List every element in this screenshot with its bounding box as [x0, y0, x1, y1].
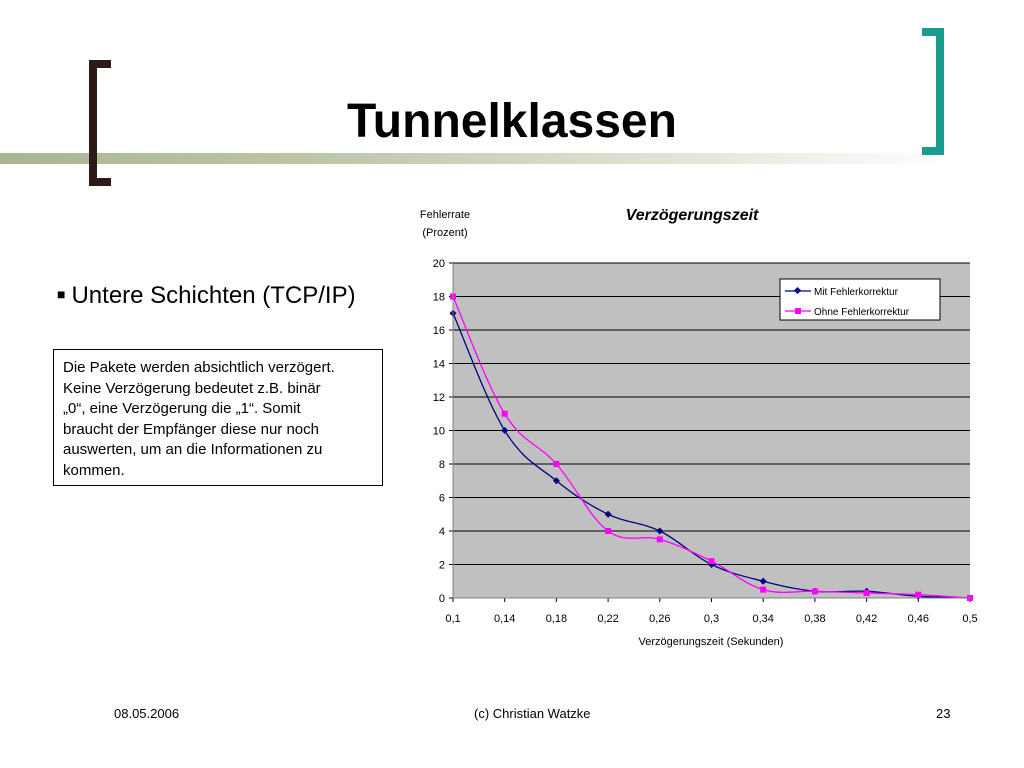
- data-point-ohne: [915, 592, 921, 598]
- y-tick-label: 12: [432, 392, 445, 404]
- slide-title: Tunnelklassen: [347, 95, 677, 148]
- y-axis-label-line1: Fehlerrate: [419, 209, 471, 221]
- y-tick-label: 20: [432, 258, 445, 270]
- error-rate-chart: [400, 198, 990, 658]
- note-line: kommen.: [63, 461, 125, 479]
- x-tick-label: 0,22: [597, 613, 619, 625]
- x-tick-label: 0,1: [445, 613, 461, 625]
- bullet-point: [57, 280, 356, 310]
- x-tick-label: 0,46: [907, 613, 930, 625]
- title-decoration-bar: [0, 153, 950, 164]
- data-point-ohne: [864, 590, 870, 596]
- y-tick-label: 2: [438, 559, 445, 572]
- y-axis-ticks: [433, 258, 453, 605]
- x-axis-label: Verzögerungszeit (Sekunden): [638, 636, 784, 648]
- data-point-ohne: [502, 411, 508, 417]
- bullet-text: Untere Schichten (TCP/IP): [71, 282, 356, 309]
- note-line: „0“, eine Verzögerung die „1“. Somit: [63, 400, 301, 417]
- footer-date: 08.05.2006: [114, 706, 180, 721]
- x-tick-label: 0,5: [962, 613, 978, 625]
- note-line: auswerten, um an die Informationen zu: [63, 441, 323, 458]
- footer-copyright: (c) Christian Watzke: [474, 706, 591, 721]
- data-point-ohne: [760, 587, 766, 593]
- x-tick-label: 0,3: [703, 613, 720, 625]
- data-point-ohne: [709, 558, 715, 564]
- y-tick-label: 4: [438, 526, 445, 538]
- y-tick-label: 14: [432, 358, 445, 371]
- legend-square-marker: [795, 308, 801, 314]
- x-tick-label: 0,18: [545, 613, 568, 625]
- note-line: Keine Verzögerung bedeutet z.B. binär: [63, 379, 321, 397]
- chart-title: Verzögerungszeit: [625, 207, 759, 224]
- data-point-ohne: [812, 588, 818, 594]
- left-bracket-decoration: [89, 60, 111, 186]
- footer-page-number: 23: [936, 706, 951, 721]
- y-tick-label: 6: [438, 492, 445, 505]
- right-bracket-decoration: [922, 28, 944, 155]
- y-tick-label: 10: [432, 425, 445, 438]
- x-tick-label: 0,26: [649, 613, 671, 625]
- x-tick-label: 0,34: [752, 613, 774, 625]
- data-point-ohne: [657, 536, 663, 542]
- y-tick-label: 0: [438, 593, 445, 605]
- y-tick-label: 8: [438, 459, 445, 471]
- x-tick-label: 0,14: [493, 613, 516, 625]
- x-axis-ticks: [445, 598, 977, 625]
- bullet-square-icon: ■: [57, 286, 66, 302]
- note-line: braucht der Empfänger diese nur noch: [63, 420, 319, 438]
- x-tick-label: 0,38: [804, 613, 826, 625]
- y-axis-label-line2: (Prozent): [422, 227, 468, 239]
- data-point-ohne: [553, 461, 559, 467]
- x-tick-label: 0,42: [855, 613, 878, 625]
- legend: [780, 279, 940, 320]
- note-line: Die Pakete werden absichtlich verzögert.: [63, 359, 335, 376]
- data-point-ohne: [605, 528, 611, 534]
- legend-label-mit: Mit Fehlerkorrektur: [814, 287, 898, 298]
- y-tick-label: 18: [432, 291, 445, 304]
- y-tick-label: 16: [432, 325, 445, 337]
- legend-label-ohne: Ohne Fehlerkorrektur: [814, 307, 910, 318]
- explanation-textbox: [53, 349, 383, 486]
